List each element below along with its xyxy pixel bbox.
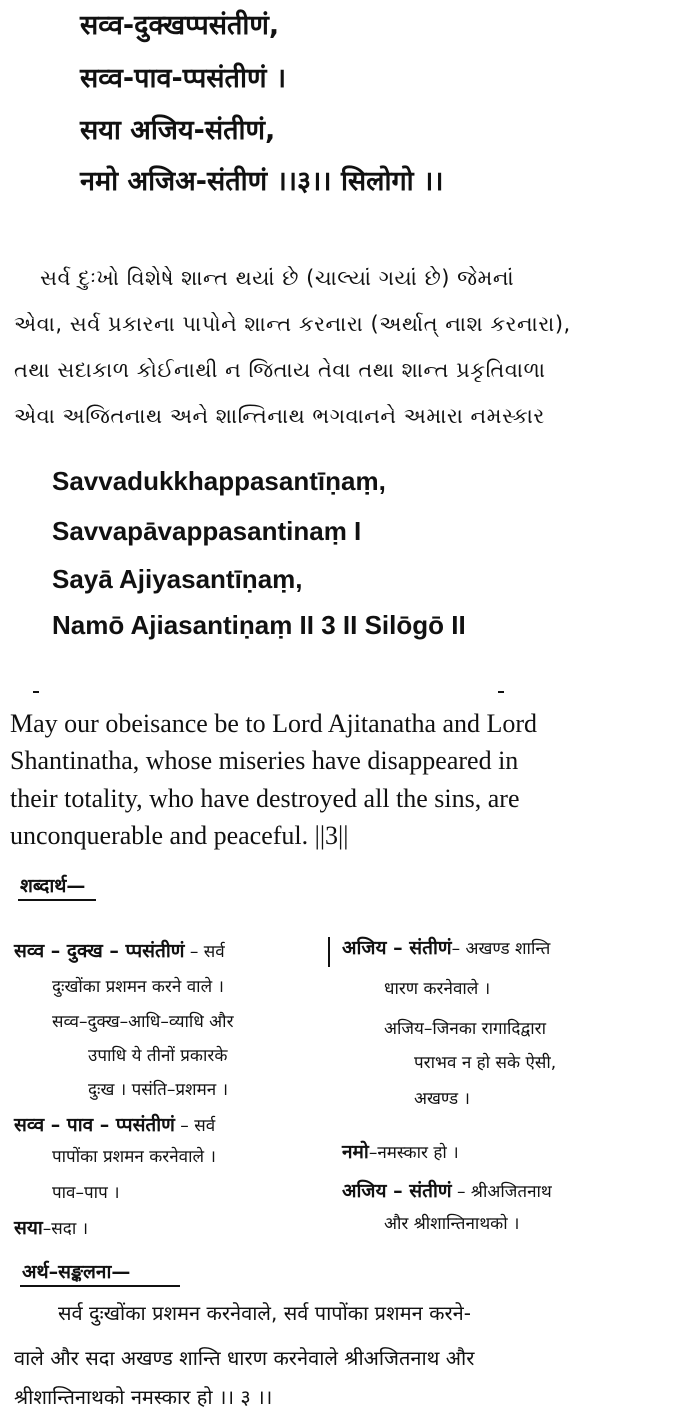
transliteration-line: Sayā Ajiyasantīṇaṃ, xyxy=(52,564,303,594)
gujarati-line: તથા સદાકાળ કોઈનાથી ન જિતાય તેવા તથા શાન્ત પ્રકૃતિવાળા xyxy=(14,358,546,382)
english-line: their totality, who have destroyed all the sins, are xyxy=(10,784,520,813)
divider-mark xyxy=(33,691,39,693)
glossary-entry xyxy=(14,1111,215,1137)
summary-line: वाले और सदा अखण्ड शान्ति धारण करनेवाले श्रीअजितनाथ और xyxy=(14,1346,475,1370)
summary-heading: अर्थ–सङ्कलना— xyxy=(22,1261,131,1283)
glossary-meaning: – सर्व xyxy=(174,1116,216,1136)
glossary-line: सव्व–दुक्ख–आधि–व्याधि और xyxy=(52,1012,234,1032)
summary-line: सर्व दुःखोंका प्रशमन करनेवाले, सर्व पापोंका प्रशमन करने- xyxy=(58,1301,471,1325)
glossary-line: और श्रीशान्तिनाथको । xyxy=(384,1214,520,1234)
glossary-entry xyxy=(14,937,225,963)
glossary-term: अजिय – संतीणं xyxy=(342,1180,452,1202)
glossary-meaning: – अखण्ड शान्ति xyxy=(451,939,551,959)
gujarati-line: એવા અજિતનાથ અને શાન્તિનાથ ભગવાનને અમારા નમસ્કાર xyxy=(14,404,545,428)
gujarati-line: સર્વ દુઃખો વિશેષે શાન્ત થયાં છે (ચાલ્યાં ગયાં છે) જેમનાં xyxy=(40,266,515,290)
gujarati-line: એવા, સર્વ પ્રકારના પાપોને શાન્ત કરનારા (અર્થાત્ નાશ કરનારા), xyxy=(14,312,571,336)
glossary-line: पराभव न हो सके ऐसी, xyxy=(414,1053,557,1073)
verse-line: नमो अजिअ-संतीणं ।।३।। सिलोगो ।। xyxy=(80,166,444,197)
glossary-term: सव्व – पाव – प्पसंतीणं xyxy=(14,1114,175,1136)
heading-underline xyxy=(20,1285,180,1287)
glossary-term: सव्व – दुक्ख – प्पसंतीणं xyxy=(14,940,185,962)
english-line: Shantinatha, whose miseries have disappeared in xyxy=(10,746,519,775)
glossary-heading: शब्दार्थ— xyxy=(20,875,86,897)
glossary-line: उपाधि ये तीनों प्रकारके xyxy=(88,1046,228,1066)
glossary-meaning: – श्रीअजितनाथ xyxy=(451,1182,552,1202)
glossary-line: अजिय–जिनका रागादिद्वारा xyxy=(384,1019,546,1039)
glossary-meaning: –नमस्कार हो । xyxy=(368,1143,459,1163)
english-line: unconquerable and peaceful. ||3|| xyxy=(10,821,349,850)
glossary-line: अखण्ड । xyxy=(414,1089,470,1109)
summary-line: श्रीशान्तिनाथको नमस्कार हो ।। ३ ।। xyxy=(14,1385,273,1409)
glossary-meaning: –सदा । xyxy=(42,1219,89,1239)
glossary-meaning: – सर्व xyxy=(184,942,225,962)
verse-line: सया अजिय-संतीणं, xyxy=(80,115,276,146)
english-line: May our obeisance be to Lord Ajitanatha and Lord xyxy=(10,709,538,738)
glossary-line: धारण करनेवाले । xyxy=(384,979,491,999)
glossary-line: दुःखोंका प्रशमन करने वाले । xyxy=(52,977,224,997)
transliteration-line: Savvapāvappasantinaṃ I xyxy=(52,516,362,546)
glossary-entry xyxy=(342,1177,552,1203)
column-divider xyxy=(328,937,330,967)
glossary-term: नमो xyxy=(342,1141,369,1163)
glossary-line: दुःख । पसंति–प्रशमन । xyxy=(88,1080,229,1100)
glossary-entry xyxy=(14,1214,88,1240)
glossary-term: अजिय – संतीणं xyxy=(342,937,452,959)
glossary-line: पाव–पाप । xyxy=(52,1183,120,1203)
glossary-entry xyxy=(342,1138,459,1164)
transliteration-line: Namō Ajiasantiṇaṃ II 3 II Silōgō II xyxy=(52,610,466,640)
transliteration-line: Savvadukkhappasantīṇaṃ, xyxy=(52,466,386,496)
verse-line: सव्व-पाव-प्पसंतीणं । xyxy=(80,63,287,94)
glossary-entry xyxy=(342,934,550,960)
glossary-line: पापोंका प्रशमन करनेवाले । xyxy=(52,1147,216,1167)
verse-line: सव्व-दुक्खप्पसंतीणं, xyxy=(80,10,280,41)
glossary-term: सया xyxy=(14,1217,43,1239)
heading-underline xyxy=(18,899,96,901)
divider-mark xyxy=(498,691,504,693)
